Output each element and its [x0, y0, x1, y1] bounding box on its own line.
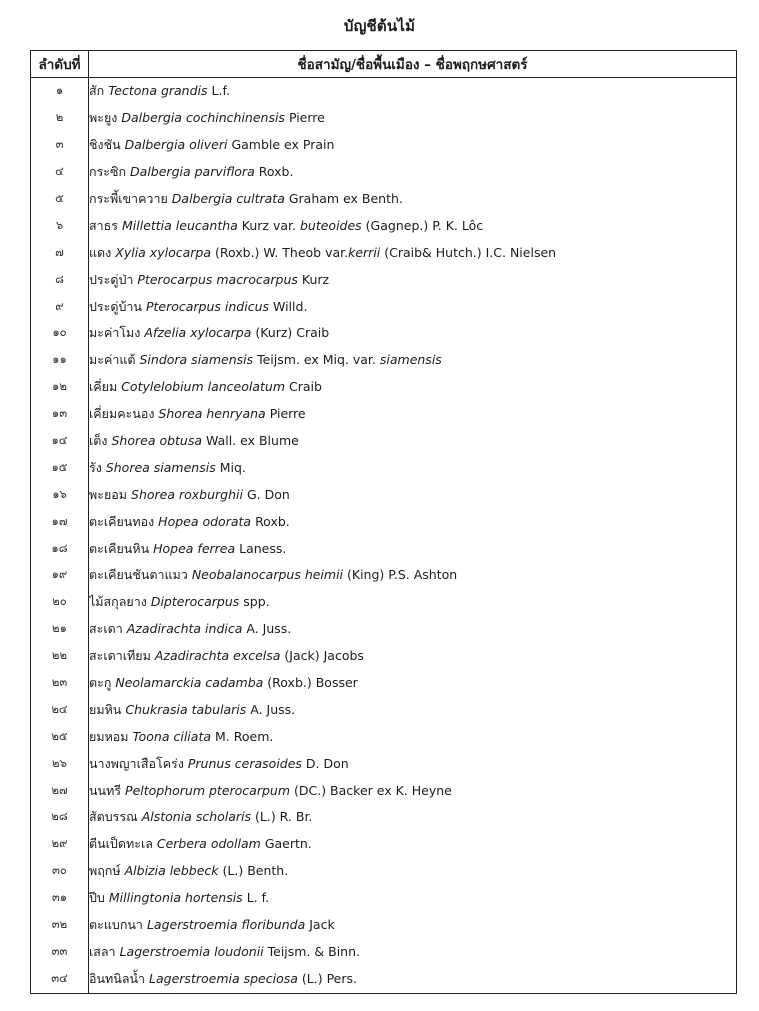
scientific-name: Pterocarpus macrocarpus: [137, 271, 298, 287]
row-number: ๒๓: [31, 670, 89, 697]
table-row: [31, 750, 737, 777]
table-row: [31, 320, 737, 347]
author-citation: L.f.: [211, 83, 230, 99]
infraspecific-name: siamensis: [379, 352, 442, 368]
scientific-name: Dalbergia cochinchinensis: [121, 110, 285, 126]
table-row: [31, 885, 737, 912]
scientific-name: Shorea henryana: [158, 406, 266, 422]
author-citation: (L.) Benth.: [222, 863, 289, 879]
common-name: ยมหิน: [89, 701, 122, 717]
common-name: เคี่ยมคะนอง: [89, 406, 155, 422]
row-number: ๒: [31, 105, 89, 132]
table-row: [31, 481, 737, 508]
row-number: ๔: [31, 159, 89, 186]
species-name-cell: [89, 105, 737, 132]
author-citation: A. Juss.: [250, 701, 296, 717]
common-name: ประดู่ป่า: [89, 271, 134, 287]
scientific-name: Lagerstroemia floribunda: [146, 917, 306, 933]
row-number: ๑๕: [31, 454, 89, 481]
common-name: สาธร: [89, 217, 118, 233]
row-number: ๑๐: [31, 320, 89, 347]
scientific-name: Millettia leucantha: [121, 217, 238, 233]
author-citation: Graham ex Benth.: [288, 191, 403, 206]
scientific-name: Lagerstroemia speciosa: [149, 971, 298, 987]
species-name-cell: [89, 885, 737, 912]
common-name: ตะเคียนทอง: [89, 513, 155, 529]
scientific-name: Millingtonia hortensis: [108, 890, 243, 906]
table-row: [31, 159, 737, 186]
common-name: สัตบรรณ: [89, 809, 138, 825]
header-number: ลำดับที่: [31, 51, 89, 78]
table-row: [31, 670, 737, 697]
species-name-cell: [89, 159, 737, 186]
scientific-name: Dipterocarpus: [150, 594, 240, 610]
species-name-cell: [89, 266, 737, 293]
row-number: ๒๒: [31, 643, 89, 670]
scientific-name: Azadirachta indica: [126, 621, 243, 637]
scientific-name: Peltophorum pterocarpum: [125, 782, 291, 798]
row-number: ๓: [31, 132, 89, 159]
author-citation: Wall. ex Blume: [206, 433, 299, 449]
author-citation: Teijsm. ex Miq. var.: [257, 352, 380, 368]
row-number: ๑: [31, 78, 89, 105]
scientific-name: Hopea odorata: [158, 513, 252, 529]
table-row: [31, 939, 737, 966]
author-citation: (L.) R. Br.: [255, 809, 313, 825]
table-row: [31, 723, 737, 750]
scientific-name: Pterocarpus indicus: [145, 298, 270, 314]
common-name: ตะกู: [89, 675, 112, 691]
author-citation: (L.) Pers.: [301, 971, 357, 987]
common-name: พะยูง: [89, 110, 118, 126]
common-name: ปีบ: [89, 890, 105, 906]
infraspecific-name: kerrii: [348, 244, 381, 260]
row-number: ๓๑: [31, 885, 89, 912]
species-name-cell: [89, 454, 737, 481]
common-name: มะค่าแต้: [89, 352, 136, 368]
table-row: [31, 858, 737, 885]
header-name: ชื่อสามัญ/ชื่อพื้นเมือง – ชื่อพฤกษศาสตร์: [89, 51, 737, 78]
row-number: ๒๖: [31, 750, 89, 777]
species-name-cell: [89, 804, 737, 831]
table-row: [31, 105, 737, 132]
row-number: ๑๖: [31, 481, 89, 508]
row-number: ๒๐: [31, 589, 89, 616]
species-name-cell: [89, 132, 737, 159]
header-row: [31, 51, 737, 78]
author-citation: (DC.) Backer ex K. Heyne: [294, 782, 452, 798]
author-citation: Laness.: [239, 540, 287, 556]
species-name-cell: [89, 508, 737, 535]
species-name-cell: [89, 78, 737, 105]
scientific-name: Cerbera odollam: [156, 836, 261, 852]
author-citation: G. Don: [246, 486, 290, 502]
common-name: รัง: [89, 459, 102, 475]
scientific-name: Shorea obtusa: [111, 433, 203, 449]
author-citation: Jack: [309, 917, 335, 933]
species-name-cell: [89, 212, 737, 239]
table-body: [31, 78, 737, 994]
common-name: ประดู่บ้าน: [89, 298, 142, 314]
row-number: ๓๐: [31, 858, 89, 885]
page-title: บัญชีต้นไม้: [343, 17, 416, 35]
table-row: [31, 777, 737, 804]
row-number: ๘: [31, 266, 89, 293]
author-citation: Roxb.: [255, 513, 290, 529]
scientific-name: Alstonia scholaris: [141, 809, 252, 825]
species-name-cell: [89, 965, 737, 994]
table-row: [31, 589, 737, 616]
scientific-name: Neobalanocarpus heimii: [191, 567, 344, 583]
species-name-cell: [89, 912, 737, 939]
species-name-cell: [89, 831, 737, 858]
species-name-cell: [89, 939, 737, 966]
common-name: ไม้สกุลยาง: [89, 594, 147, 610]
species-name-cell: [89, 616, 737, 643]
row-number: ๓๒: [31, 912, 89, 939]
row-number: ๑๗: [31, 508, 89, 535]
row-number: ๑๓: [31, 401, 89, 428]
common-name: ตะเคียนชันตาแมว: [89, 567, 188, 583]
author-citation: Kurz: [301, 271, 330, 287]
table-row: [31, 831, 737, 858]
author-citation: Craib: [289, 379, 322, 395]
row-number: ๗: [31, 239, 89, 266]
infraspecific-author: (Craib& Hutch.) I.C. Nielsen: [384, 244, 557, 260]
row-number: ๕: [31, 186, 89, 213]
scientific-name: Cotylelobium lanceolatum: [121, 379, 286, 395]
common-name: นางพญาเสือโคร่ง: [89, 755, 184, 771]
table-row: [31, 401, 737, 428]
tree-species-table: [30, 50, 737, 994]
row-number: ๙: [31, 293, 89, 320]
author-citation: Willd.: [273, 298, 308, 314]
species-name-cell: [89, 723, 737, 750]
common-name: นนทรี: [89, 782, 122, 798]
common-name: พฤกษ์: [89, 863, 121, 879]
author-citation: (King) P.S. Ashton: [347, 567, 458, 583]
table-row: [31, 347, 737, 374]
table-row: [31, 912, 737, 939]
scientific-name: Dalbergia oliveri: [124, 137, 228, 153]
row-number: ๑๙: [31, 562, 89, 589]
scientific-name: Prunus cerasoides: [187, 755, 302, 771]
common-name: ยมหอม: [89, 728, 129, 744]
common-name: สะเดาเทียม: [89, 648, 151, 664]
row-number: ๖: [31, 212, 89, 239]
species-name-cell: [89, 186, 737, 213]
common-name: แดง: [89, 244, 112, 260]
scientific-name: Toona ciliata: [132, 728, 212, 744]
scientific-name: Neolamarckia cadamba: [115, 675, 264, 691]
table-row: [31, 428, 737, 455]
author-citation: Roxb.: [258, 164, 294, 180]
author-citation: D. Don: [305, 755, 349, 771]
author-citation: L. f.: [246, 890, 270, 906]
species-name-cell: [89, 670, 737, 697]
table-row: [31, 562, 737, 589]
table-row: [31, 535, 737, 562]
table-row: [31, 804, 737, 831]
table-row: [31, 212, 737, 239]
species-name-cell: [89, 320, 737, 347]
species-name-cell: [89, 696, 737, 723]
species-name-cell: [89, 535, 737, 562]
table-row: [31, 266, 737, 293]
scientific-name: Afzelia xylocarpa: [144, 325, 252, 341]
row-number: ๒๑: [31, 616, 89, 643]
author-citation: Pierre: [269, 406, 306, 422]
species-name-cell: [89, 401, 737, 428]
species-name-cell: [89, 481, 737, 508]
common-name: กระพี้เขาควาย: [89, 191, 168, 206]
author-citation: (Roxb.) Bosser: [267, 675, 358, 691]
species-name-cell: [89, 643, 737, 670]
author-citation: Teijsm. & Binn.: [267, 943, 360, 959]
table-row: [31, 454, 737, 481]
species-name-cell: [89, 589, 737, 616]
common-name: กระซิก: [89, 164, 127, 180]
common-name: สัก: [89, 83, 105, 99]
species-name-cell: [89, 374, 737, 401]
common-name: ตีนเป็ดทะเล: [89, 836, 153, 852]
row-number: ๑๑: [31, 347, 89, 374]
species-name-cell: [89, 428, 737, 455]
author-citation: spp.: [243, 594, 270, 610]
table-row: [31, 78, 737, 105]
author-citation: M. Roem.: [215, 728, 274, 744]
table-header: [31, 51, 737, 78]
table-row: [31, 508, 737, 535]
row-number: ๑๔: [31, 428, 89, 455]
author-citation: (Roxb.) W. Theob var.: [214, 244, 349, 260]
author-citation: Gaertn.: [264, 836, 312, 852]
table-row: [31, 132, 737, 159]
scientific-name: Albizia lebbeck: [124, 863, 219, 879]
common-name: ตะเคียนหิน: [89, 540, 150, 556]
table-row: [31, 643, 737, 670]
author-citation: (Jack) Jacobs: [284, 648, 364, 664]
author-citation: Miq.: [219, 459, 246, 475]
scientific-name: Sindora siamensis: [139, 352, 254, 368]
infraspecific-name: buteoides: [299, 217, 362, 233]
scientific-name: Azadirachta excelsa: [154, 648, 281, 664]
table-row: [31, 965, 737, 994]
row-number: ๑๘: [31, 535, 89, 562]
species-name-cell: [89, 562, 737, 589]
scientific-name: Shorea roxburghii: [131, 486, 243, 502]
common-name: เคี่ยม: [89, 379, 118, 395]
common-name: พะยอม: [89, 486, 128, 502]
table-row: [31, 186, 737, 213]
author-citation: Kurz var.: [241, 217, 300, 233]
row-number: ๒๙: [31, 831, 89, 858]
row-number: ๒๕: [31, 723, 89, 750]
scientific-name: Tectona grandis: [108, 83, 208, 99]
scientific-name: Chukrasia tabularis: [125, 701, 247, 717]
table-row: [31, 696, 737, 723]
table-row: [31, 374, 737, 401]
row-number: ๒๘: [31, 804, 89, 831]
author-citation: A. Juss.: [246, 621, 292, 637]
scientific-name: Lagerstroemia loudonii: [119, 943, 264, 959]
scientific-name: Dalbergia parviflora: [130, 164, 255, 180]
common-name: ตะแบกนา: [89, 917, 143, 933]
common-name: เสลา: [89, 943, 116, 959]
row-number: ๓๓: [31, 939, 89, 966]
author-citation: Pierre: [288, 110, 325, 126]
table-row: [31, 239, 737, 266]
row-number: ๑๒: [31, 374, 89, 401]
common-name: สะเดา: [89, 621, 123, 637]
species-name-cell: [89, 239, 737, 266]
scientific-name: Dalbergia cultrata: [171, 191, 285, 206]
common-name: ชิงชัน: [89, 137, 121, 153]
common-name: เต็ง: [89, 433, 108, 449]
author-citation: Gamble ex Prain: [231, 137, 335, 153]
species-name-cell: [89, 858, 737, 885]
species-name-cell: [89, 293, 737, 320]
scientific-name: Xylia xylocarpa: [115, 244, 211, 260]
row-number: ๒๔: [31, 696, 89, 723]
common-name: มะค่าโมง: [89, 325, 141, 341]
row-number: ๓๔: [31, 965, 89, 994]
species-name-cell: [89, 777, 737, 804]
common-name: อินทนิลน้ำ: [89, 971, 146, 987]
species-name-cell: [89, 347, 737, 374]
table-row: [31, 293, 737, 320]
scientific-name: Hopea ferrea: [153, 540, 236, 556]
infraspecific-author: (Gagnep.) P. K. Lôc: [365, 217, 484, 233]
row-number: ๒๗: [31, 777, 89, 804]
author-citation: (Kurz) Craib: [255, 325, 330, 341]
species-name-cell: [89, 750, 737, 777]
table-row: [31, 616, 737, 643]
scientific-name: Shorea siamensis: [105, 459, 216, 475]
